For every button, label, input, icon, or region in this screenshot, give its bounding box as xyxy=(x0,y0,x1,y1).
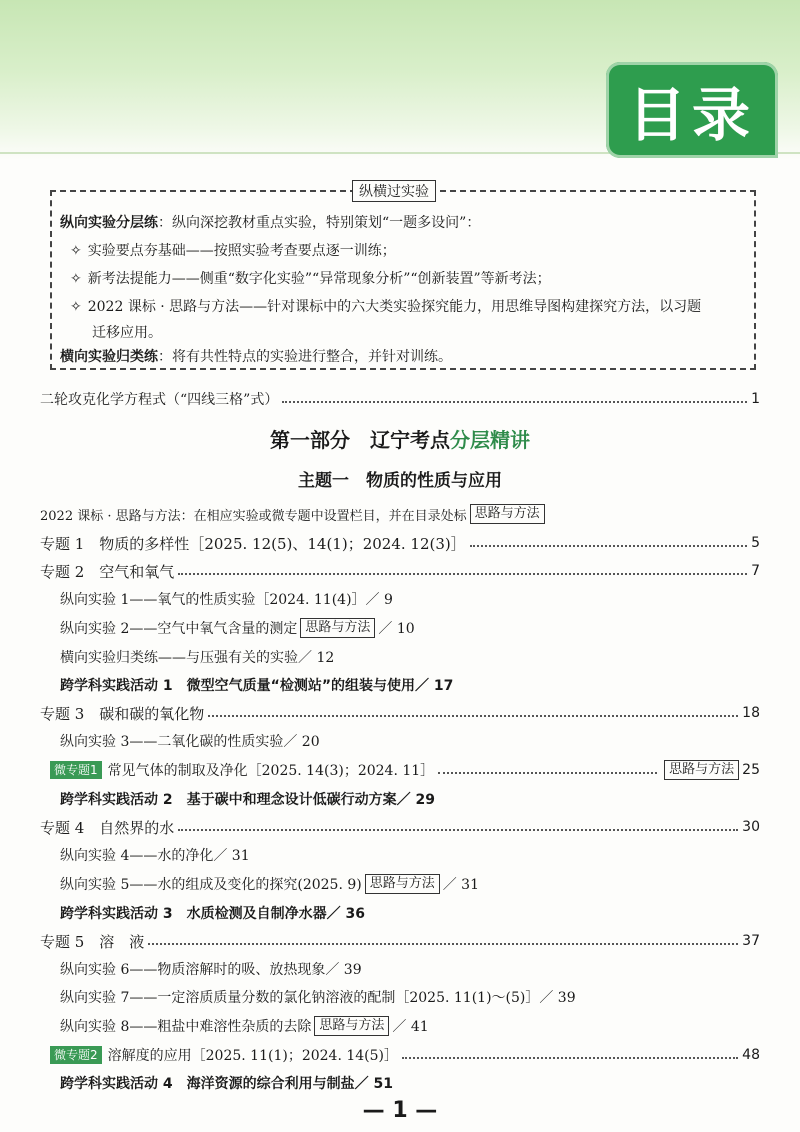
toc-entry-label: 纵向实验 8——粗盐中难溶性杂质的去除 xyxy=(60,1019,312,1035)
dot-leader xyxy=(470,545,747,547)
method-tag: 思路与方法 xyxy=(664,760,739,780)
toc-page-number: 7 xyxy=(751,563,760,579)
toc-horizontal-practice[interactable]: 横向实验归类练——与压强有关的实验／ 12 xyxy=(60,650,335,666)
toc-experiment-1[interactable]: 纵向实验 1——氧气的性质实验［2024. 11(4)］／ 9 xyxy=(60,592,393,608)
method-tag: 思路与方法 xyxy=(314,1016,389,1036)
intro-point-1 xyxy=(70,240,396,260)
diamond-bullet-icon: ✧ xyxy=(70,243,82,259)
toc-entry-label: 专题 5 溶 液 xyxy=(40,932,145,951)
title-badge xyxy=(606,62,778,158)
dot-leader xyxy=(208,715,738,717)
dot-leader xyxy=(178,829,738,831)
part-title-accent: 分层精讲 xyxy=(450,428,530,452)
micro-topic-badge: 微专题1 xyxy=(50,761,102,779)
toc-topic-3[interactable] xyxy=(40,702,760,724)
toc-page-number: 48 xyxy=(742,1047,760,1063)
intro-heading: 纵横过实验 xyxy=(352,180,436,202)
toc-entry-label: 溶解度的应用［2025. 11(1)；2024. 14(5)］ xyxy=(107,1048,398,1064)
method-note xyxy=(40,502,548,526)
intro-point-3-cont: 迁移应用。 xyxy=(92,325,162,341)
intro-point-3 xyxy=(70,296,701,316)
dot-leader xyxy=(282,401,747,403)
toc-experiment-3[interactable]: 纵向实验 3——二氧化碳的性质实验／ 20 xyxy=(60,734,320,750)
toc-page-number: 5 xyxy=(751,535,760,551)
toc-practice-1[interactable]: 跨学科实践活动 1 微型空气质量“检测站”的组装与使用／ 17 xyxy=(60,678,454,694)
toc-practice-2[interactable]: 跨学科实践活动 2 基于碳中和理念设计低碳行动方案／ 29 xyxy=(60,792,435,808)
method-tag: 思路与方法 xyxy=(470,504,545,524)
intro-vertical-desc: ：纵向深挖教材重点实验，特别策划“一题多设问”： xyxy=(158,215,481,231)
method-note-text: 2022 课标 · 思路与方法：在相应实验或微专题中设置栏目，并在目录处标 xyxy=(40,508,467,524)
intro-point-text: 新考法提能力——侧重“数字化实验”“异常现象分析”“创新装置”等新考法； xyxy=(87,271,551,287)
part-title-main: 第一部分 辽宁考点 xyxy=(270,428,450,452)
diamond-bullet-icon: ✧ xyxy=(70,271,82,287)
toc-topic-5[interactable] xyxy=(40,930,760,952)
method-tag: 思路与方法 xyxy=(365,874,440,894)
dot-leader xyxy=(438,772,657,774)
page-title: 目录 xyxy=(627,81,756,149)
toc-experiment-5[interactable] xyxy=(60,873,479,895)
intro-box xyxy=(50,184,756,370)
dot-leader xyxy=(148,943,738,945)
toc-experiment-4[interactable]: 纵向实验 4——水的净化／ 31 xyxy=(60,848,250,864)
intro-horizontal-desc: ：将有共性特点的实验进行整合，并针对训练。 xyxy=(158,349,452,365)
method-tag: 思路与方法 xyxy=(300,618,375,638)
toc-entry-label: 纵向实验 2——空气中氧气含量的测定 xyxy=(60,621,298,637)
toc-page-number: 1 xyxy=(751,391,760,407)
toc-micro-topic-2[interactable] xyxy=(50,1044,760,1066)
diamond-bullet-icon: ✧ xyxy=(70,299,82,315)
intro-horizontal-title: 横向实验归类练 xyxy=(60,349,158,365)
toc-page-number: 18 xyxy=(742,705,760,721)
theme-title: 主题一 物质的性质与应用 xyxy=(298,471,502,491)
toc-page-suffix: ／ 10 xyxy=(378,621,415,637)
intro-point-text: 实验要点夯基础——按照实验考查要点逐一训练； xyxy=(87,243,396,259)
toc-entry-label: 专题 1 物质的多样性［2025. 12(5)、14(1)；2024. 12(3)］ xyxy=(40,534,466,553)
toc-topic-4[interactable] xyxy=(40,816,760,838)
toc-entry-label: 专题 4 自然界的水 xyxy=(40,818,175,837)
intro-vertical-line xyxy=(60,212,480,232)
toc-entry-label: 常见气体的制取及净化［2025. 14(3)；2024. 11］ xyxy=(107,763,435,779)
micro-topic-badge: 微专题2 xyxy=(50,1046,102,1064)
toc-entry-label: 纵向实验 5——水的组成及变化的探究(2025. 9) xyxy=(60,877,362,893)
toc-page-number: 30 xyxy=(742,819,760,835)
intro-horizontal-line xyxy=(60,346,452,366)
page-number-footer: — 1 — xyxy=(362,1098,438,1123)
toc-entry-equations[interactable] xyxy=(40,388,760,410)
toc-micro-topic-1[interactable] xyxy=(50,759,760,781)
toc-page-suffix: ／ 41 xyxy=(392,1019,429,1035)
toc-page-suffix: ／ 31 xyxy=(442,877,479,893)
toc-practice-3[interactable]: 跨学科实践活动 3 水质检测及自制净水器／ 36 xyxy=(60,906,365,922)
dot-leader xyxy=(402,1057,738,1059)
intro-vertical-title: 纵向实验分层练 xyxy=(60,215,158,231)
toc-page-number: 37 xyxy=(742,933,760,949)
toc-experiment-6[interactable]: 纵向实验 6——物质溶解时的吸、放热现象／ 39 xyxy=(60,962,362,978)
dot-leader xyxy=(178,573,747,575)
toc-entry-label: 专题 2 空气和氧气 xyxy=(40,562,175,581)
toc-topic-1[interactable] xyxy=(40,532,760,554)
toc-topic-2[interactable] xyxy=(40,560,760,582)
intro-point-2 xyxy=(70,268,551,288)
toc-experiment-2[interactable] xyxy=(60,617,415,639)
toc-entry-label: 专题 3 碳和碳的氧化物 xyxy=(40,704,205,723)
toc-page-number: 25 xyxy=(742,762,760,778)
toc-practice-4[interactable]: 跨学科实践活动 4 海洋资源的综合利用与制盐／ 51 xyxy=(60,1076,393,1092)
part-title xyxy=(0,424,800,453)
toc-experiment-8[interactable] xyxy=(60,1015,429,1037)
intro-point-text: 2022 课标 · 思路与方法——针对课标中的六大类实验探究能力，用思维导图构建探究方法，以习题 xyxy=(87,299,702,315)
toc-entry-label: 二轮攻克化学方程式（“四线三格”式） xyxy=(40,392,279,408)
toc-experiment-7[interactable]: 纵向实验 7——一定溶质质量分数的氯化钠溶液的配制［2025. 11(1)～(5)］／ 39 xyxy=(60,990,576,1006)
